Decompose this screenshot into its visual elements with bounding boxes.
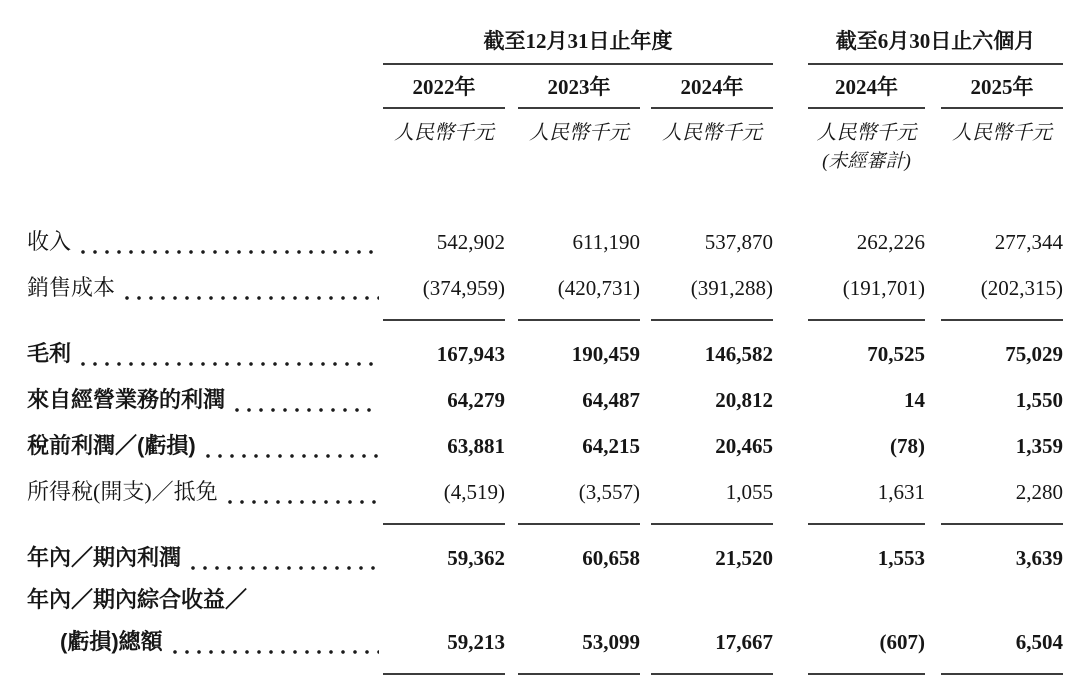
cell-value: 20,812: [715, 388, 773, 412]
cell-value: 2,280: [941, 470, 1063, 525]
row-label: 年內／期內綜合收益／: [27, 587, 248, 612]
cell-value: 3,639: [1015, 546, 1063, 570]
cell-value: 14: [904, 388, 925, 412]
cell-value: 64,487: [582, 388, 640, 412]
row-label: 稅前利潤／(虧損): [27, 433, 196, 458]
cell-value: 1,631: [808, 470, 925, 525]
table-row-comprehensive-income-line1: [27, 581, 1063, 619]
row-label: (虧損)總額: [60, 629, 163, 654]
unit-label: 人民幣千元: [394, 122, 494, 144]
year-header-2024-interim: 2024年: [808, 73, 925, 109]
year-header-2024: 2024年: [651, 73, 773, 109]
group-header-interim: [808, 24, 1063, 65]
cell-value: (4,519): [383, 470, 505, 525]
cell-value: 1,553: [877, 546, 925, 570]
cell-value: 20,465: [715, 434, 773, 458]
cell-value: 542,902: [436, 230, 505, 254]
cell-value: 70,525: [867, 342, 925, 366]
unit-label: 人民幣千元: [816, 122, 917, 144]
row-label: 年內／期內利潤: [27, 545, 182, 570]
cell-value: 146,582: [704, 342, 773, 366]
table-row-profit-before-tax: [27, 423, 1063, 469]
dot-leader: [81, 362, 379, 366]
dot-leader: [81, 250, 379, 254]
dot-leader: [125, 296, 379, 300]
cell-value: 53,099: [518, 620, 640, 675]
year-header-2025-interim: 2025年: [941, 73, 1063, 109]
table-row-operating-profit: [27, 377, 1063, 423]
year-header-2023: 2023年: [518, 73, 640, 109]
table-header: [27, 24, 1063, 175]
cell-value: 75,029: [1005, 342, 1063, 366]
year-header-2022: 2022年: [383, 73, 505, 109]
table-row-gross-profit: [27, 331, 1063, 377]
audit-note-row: [27, 149, 1063, 175]
cell-value: (191,701): [808, 266, 925, 321]
group-header-annual: [383, 24, 773, 65]
cell-value: 59,213: [383, 620, 505, 675]
cell-value: 21,520: [715, 546, 773, 570]
unit-header-row: [27, 119, 1063, 147]
year-header-row: [27, 73, 1063, 109]
cell-value: (420,731): [518, 266, 640, 321]
cell-value: (3,557): [518, 470, 640, 525]
row-label: 銷售成本: [27, 275, 116, 300]
unit-label: 人民幣千元: [529, 122, 629, 144]
dot-leader: [191, 566, 379, 570]
unit-label: 人民幣千元: [662, 122, 762, 144]
cell-value: 190,459: [571, 342, 640, 366]
cell-value: 277,344: [994, 230, 1063, 254]
row-label: 毛利: [27, 341, 72, 366]
table-row-comprehensive-income-line2: [27, 619, 1063, 675]
cell-value: 262,226: [856, 230, 925, 254]
cell-value: 167,943: [436, 342, 505, 366]
row-label: 收入: [27, 229, 72, 254]
cell-value: (374,959): [383, 266, 505, 321]
table-body: [27, 219, 1063, 675]
cell-value: 17,667: [651, 620, 773, 675]
table-row-profit-for-period: [27, 535, 1063, 581]
table-row-cost-of-sales: [27, 265, 1063, 321]
cell-value: 537,870: [704, 230, 773, 254]
dot-leader: [228, 500, 379, 504]
cell-value: 59,362: [447, 546, 505, 570]
cell-value: (607): [808, 620, 925, 675]
cell-value: 63,881: [447, 434, 505, 458]
unit-label: 人民幣千元: [952, 122, 1052, 144]
cell-value: 1,359: [1015, 434, 1063, 458]
cell-value: 64,279: [447, 388, 505, 412]
table-row-income-tax: [27, 469, 1063, 525]
row-label: 所得稅(開支)／抵免: [27, 479, 218, 504]
cell-value: 1,055: [651, 470, 773, 525]
cell-value: 6,504: [941, 620, 1063, 675]
cell-value: 611,190: [572, 230, 640, 254]
dot-leader: [206, 454, 379, 458]
group-header-row: [27, 24, 1063, 65]
dot-leader: [173, 650, 379, 654]
cell-value: 60,658: [582, 546, 640, 570]
row-label: 來自經營業務的利潤: [27, 387, 226, 412]
cell-value: (78): [890, 434, 925, 458]
unaudited-note: (未經審計): [822, 151, 911, 172]
cell-value: (202,315): [941, 266, 1063, 321]
group-header-annual-label: 截至12月31日止年度: [483, 29, 673, 53]
cell-value: 1,550: [1015, 388, 1063, 412]
cell-value: 64,215: [582, 434, 640, 458]
group-header-interim-label: 截至6月30日止六個月: [835, 29, 1036, 53]
table-row-revenue: [27, 219, 1063, 265]
dot-leader: [235, 408, 379, 412]
cell-value: (391,288): [651, 266, 773, 321]
